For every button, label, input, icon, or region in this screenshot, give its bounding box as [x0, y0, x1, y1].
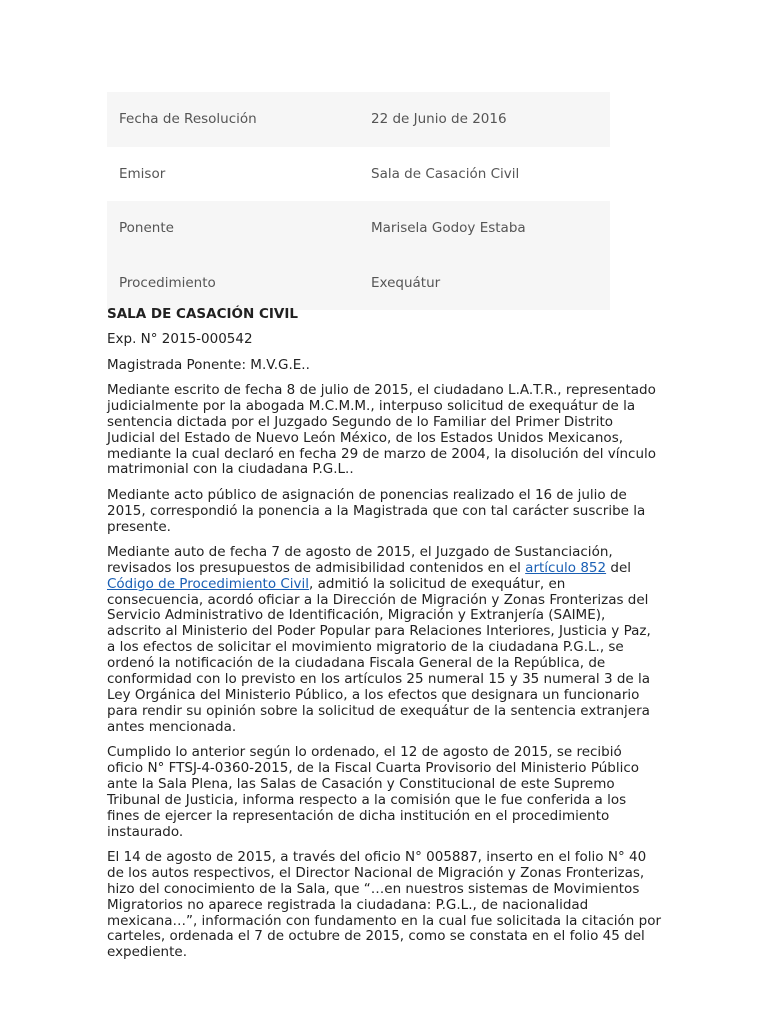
- expediente-number: Exp. N° 2015-000542: [107, 331, 253, 348]
- metadata-value: Sala de Casación Civil: [371, 165, 520, 182]
- metadata-row-procedimiento: [107, 256, 610, 311]
- metadata-label: Fecha de Resolución: [119, 111, 257, 128]
- document-body: [107, 307, 662, 971]
- magistrada-ponente: Magistrada Ponente: M.V.G.E..: [107, 356, 310, 373]
- paragraph-1: Mediante escrito de fecha 8 de julio de 2015, el ciudadano L.A.T.R., representado judicialmente por la abogada M.C.M.M., interpuso solicitud de exequátur de la sentencia dictada por el Juzgado Segundo de lo Familiar del Primer Distrito Judicial del Estado de Nuevo León México, de los Estados Unidos Mexicanos, mediante la cual declaró en fecha 29 de marzo de 2004, la disolución del vínculo matrimonial con la ciudadana P.G.L..: [107, 381, 657, 478]
- metadata-row-fecha: [107, 92, 610, 147]
- articulo-852-link[interactable]: artículo 852: [525, 559, 607, 576]
- document-heading: SALA DE CASACIÓN CIVIL: [107, 306, 298, 322]
- metadata-label: Ponente: [119, 220, 174, 237]
- metadata-label: Emisor: [119, 165, 166, 182]
- metadata-row-emisor: [107, 147, 610, 202]
- paragraph-2: Mediante acto público de asignación de ponencias realizado el 16 de julio de 2015, correspondió la ponencia a la Magistrada que con tal carácter suscribe la presente.: [107, 486, 646, 535]
- paragraph-3-text: Mediante auto de fecha 7 de agosto de 2015, el Juzgado de Sustanciación, revisados los presupuestos de admisibilidad contenidos en el: [107, 543, 613, 576]
- paragraph-5: El 14 de agosto de 2015, a través del oficio N° 005887, inserto en el folio N° 40 de los autos respectivos, el Director Nacional de Migración y Zonas Fronterizas, hizo del conocimiento de la Sala, que “…en nuestros sistemas de Movimientos Migratorios no aparece registrada la ciudadana: P.G.L., de nacionalidad mexicana…”, información con fundamento en la cual fue solicitada la citación por carteles, ordenada el 7 de octubre de 2015, como se constata en el folio 45 del expediente.: [107, 848, 662, 961]
- resolution-metadata-table: [107, 92, 610, 310]
- metadata-value: Exequátur: [371, 274, 441, 291]
- paragraph-3-text: , admitió la solicitud de exequátur, en consecuencia, acordó oficiar a la Dirección de Migración y Zonas Fronterizas del Servicio Administrativo de Identificación, Migración y Extranjería (SAIME), adscrito al Ministerio del Poder Popular para Relaciones Interiores, Justicia y Paz, a los efectos de solicitar el movimiento migratorio de la ciudadana P.G.L., se ordenó la notificación de la ciudadana Fiscala General de la República, de conformidad con lo previsto en los artículos 25 numeral 15 y 35 numeral 3 de la Ley Orgánica del Ministerio Público, a los efectos que designara un funcionario para rendir su opinión sobre la solicitud de exequátur de la sentencia extranjera antes mencionada.: [107, 575, 651, 735]
- metadata-label: Procedimiento: [119, 274, 216, 291]
- metadata-value: Marisela Godoy Estaba: [371, 220, 526, 237]
- paragraph-3: [107, 545, 662, 736]
- codigo-procedimiento-civil-link[interactable]: Código de Procedimiento Civil: [107, 575, 310, 592]
- metadata-value: 22 de Junio de 2016: [371, 111, 507, 128]
- paragraph-4: Cumplido lo anterior según lo ordenado, el 12 de agosto de 2015, se recibió oficio N° FTSJ-4-0360-2015, de la Fiscal Cuarta Provisorio del Ministerio Público ante la Sala Plena, las Salas de Casación y Constitucional de este Supremo Tribunal de Justicia, informa respecto a la comisión que le fue conferida a los fines de ejercer la representación de dicha institución en el procedimiento instaurado.: [107, 744, 640, 840]
- paragraph-3-text: del: [606, 559, 632, 576]
- metadata-row-ponente: [107, 201, 610, 256]
